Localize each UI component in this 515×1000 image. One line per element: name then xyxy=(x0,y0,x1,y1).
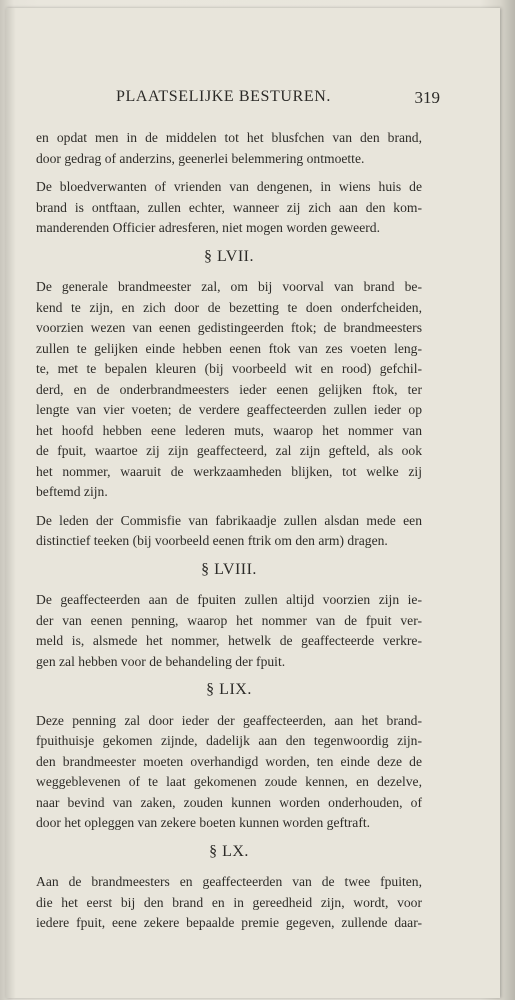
paragraph xyxy=(36,177,422,239)
text-line: fpuithuisje gekomen zijnde, dadelijk aan den tegenwoordig zijn- xyxy=(36,733,422,748)
text-line: den brandmeester moeten overhandigd worden, ten einde deze de xyxy=(36,753,422,769)
text-line: der van eenen penning, waarop het nommer van de fpuit ver- xyxy=(36,612,422,628)
section-heading: § LX. xyxy=(209,842,249,860)
text-line: derd, en de onderbrandmeesters ieder eenen gelijken ftok, ter xyxy=(36,381,422,397)
paragraph xyxy=(36,511,422,552)
running-title: PLAATSELIJKE BESTUREN. xyxy=(116,88,331,105)
page-number: 319 xyxy=(414,88,440,107)
text-line: te, met te bepalen kleuren (bij voorbeeld wit en rood) gefchil- xyxy=(36,361,422,376)
text-line: Deze penning zal door ieder der geaffecteerden, aan het brand- xyxy=(36,712,422,728)
paragraph xyxy=(36,872,422,934)
section-heading: § LVIII. xyxy=(201,560,257,578)
section-heading: § LIX. xyxy=(206,681,252,698)
paragraph xyxy=(36,711,422,834)
text-line: Aan de brandmeesters en geaffecteerden van de twee fpuiten, xyxy=(36,874,422,889)
text-line: door gedrag of anderzins, geenerlei belemmering ontmoette. xyxy=(36,150,365,166)
spine-shadow xyxy=(6,8,16,998)
text-line: voorzien wezen van eenen gedistingeerden ftok; de brandmeesters xyxy=(36,320,422,335)
text-line: de fpuit, waartoe zij zijn geaffecteerd, zal zijn gefteld, als ook xyxy=(36,443,422,458)
text-line: door het opleggen van zekere boeten kunnen worden geftraft. xyxy=(36,815,371,830)
text-line: weggeblevenen of te laat gekomenen zoude kennen, en dezelve, xyxy=(36,774,422,789)
paragraph xyxy=(36,128,422,169)
text-line: het hoofd hebben eene lederen muts, waarop het nommer van xyxy=(36,422,422,438)
page-header xyxy=(36,88,440,112)
text-line: meld is, alsmede het nommer, hetwelk de geaffecteerde verkre- xyxy=(36,633,422,648)
text-line: De generale brandmeester zal, om bij voorval van brand be- xyxy=(36,279,422,294)
paragraph xyxy=(36,277,422,503)
section-heading: § LVII. xyxy=(203,247,254,265)
text-line: beftemd zijn. xyxy=(36,484,108,499)
text-line: De geaffecteerden aan de fpuiten zullen altijd voorzien zijn ie- xyxy=(36,592,422,607)
text-line: distinctief teeken (bij voorbeeld eenen ftrik om den arm) dragen. xyxy=(36,533,388,548)
text-line: brand is ontftaan, zullen echter, wanneer zij zich aan den kom- xyxy=(36,199,422,215)
text-line: De bloedverwanten of vrienden van dengenen, in wiens huis de xyxy=(36,179,422,194)
text-line: naar bevind van zaken, zouden kunnen worden onderhouden, of xyxy=(36,794,422,810)
body-text xyxy=(36,128,422,942)
paragraph xyxy=(36,590,422,672)
book-page xyxy=(6,8,500,998)
text-line: zullen te gelijken einde hebben eenen ftok van zes voeten leng- xyxy=(36,340,422,356)
text-line: het nommer, waaruit de werkzaamheden blijken, tot welke zij xyxy=(36,463,422,479)
text-line: kend te zijn, en zich door de bezetting te doen onderfcheiden, xyxy=(36,299,422,315)
text-line: De leden der Commisfie van fabrikaadje zullen alsdan mede een xyxy=(36,512,422,528)
text-line: iedere fpuit, eene zekere bepaalde premie gegeven, zullende daar- xyxy=(36,915,422,930)
text-line: en opdat men in de middelen tot het blusfchen van den brand, xyxy=(36,130,422,145)
text-line: manderenden Officier adresferen, niet mogen worden geweerd. xyxy=(36,220,380,235)
text-line: lengte van vier voeten; de verdere geaffecteerden zullen ieder op xyxy=(36,402,422,417)
text-line: die het eerst bij den brand en in gereedheid zijn, wordt, voor xyxy=(36,894,422,910)
text-line: gen zal hebben voor de behandeling der fpuit. xyxy=(36,653,286,669)
